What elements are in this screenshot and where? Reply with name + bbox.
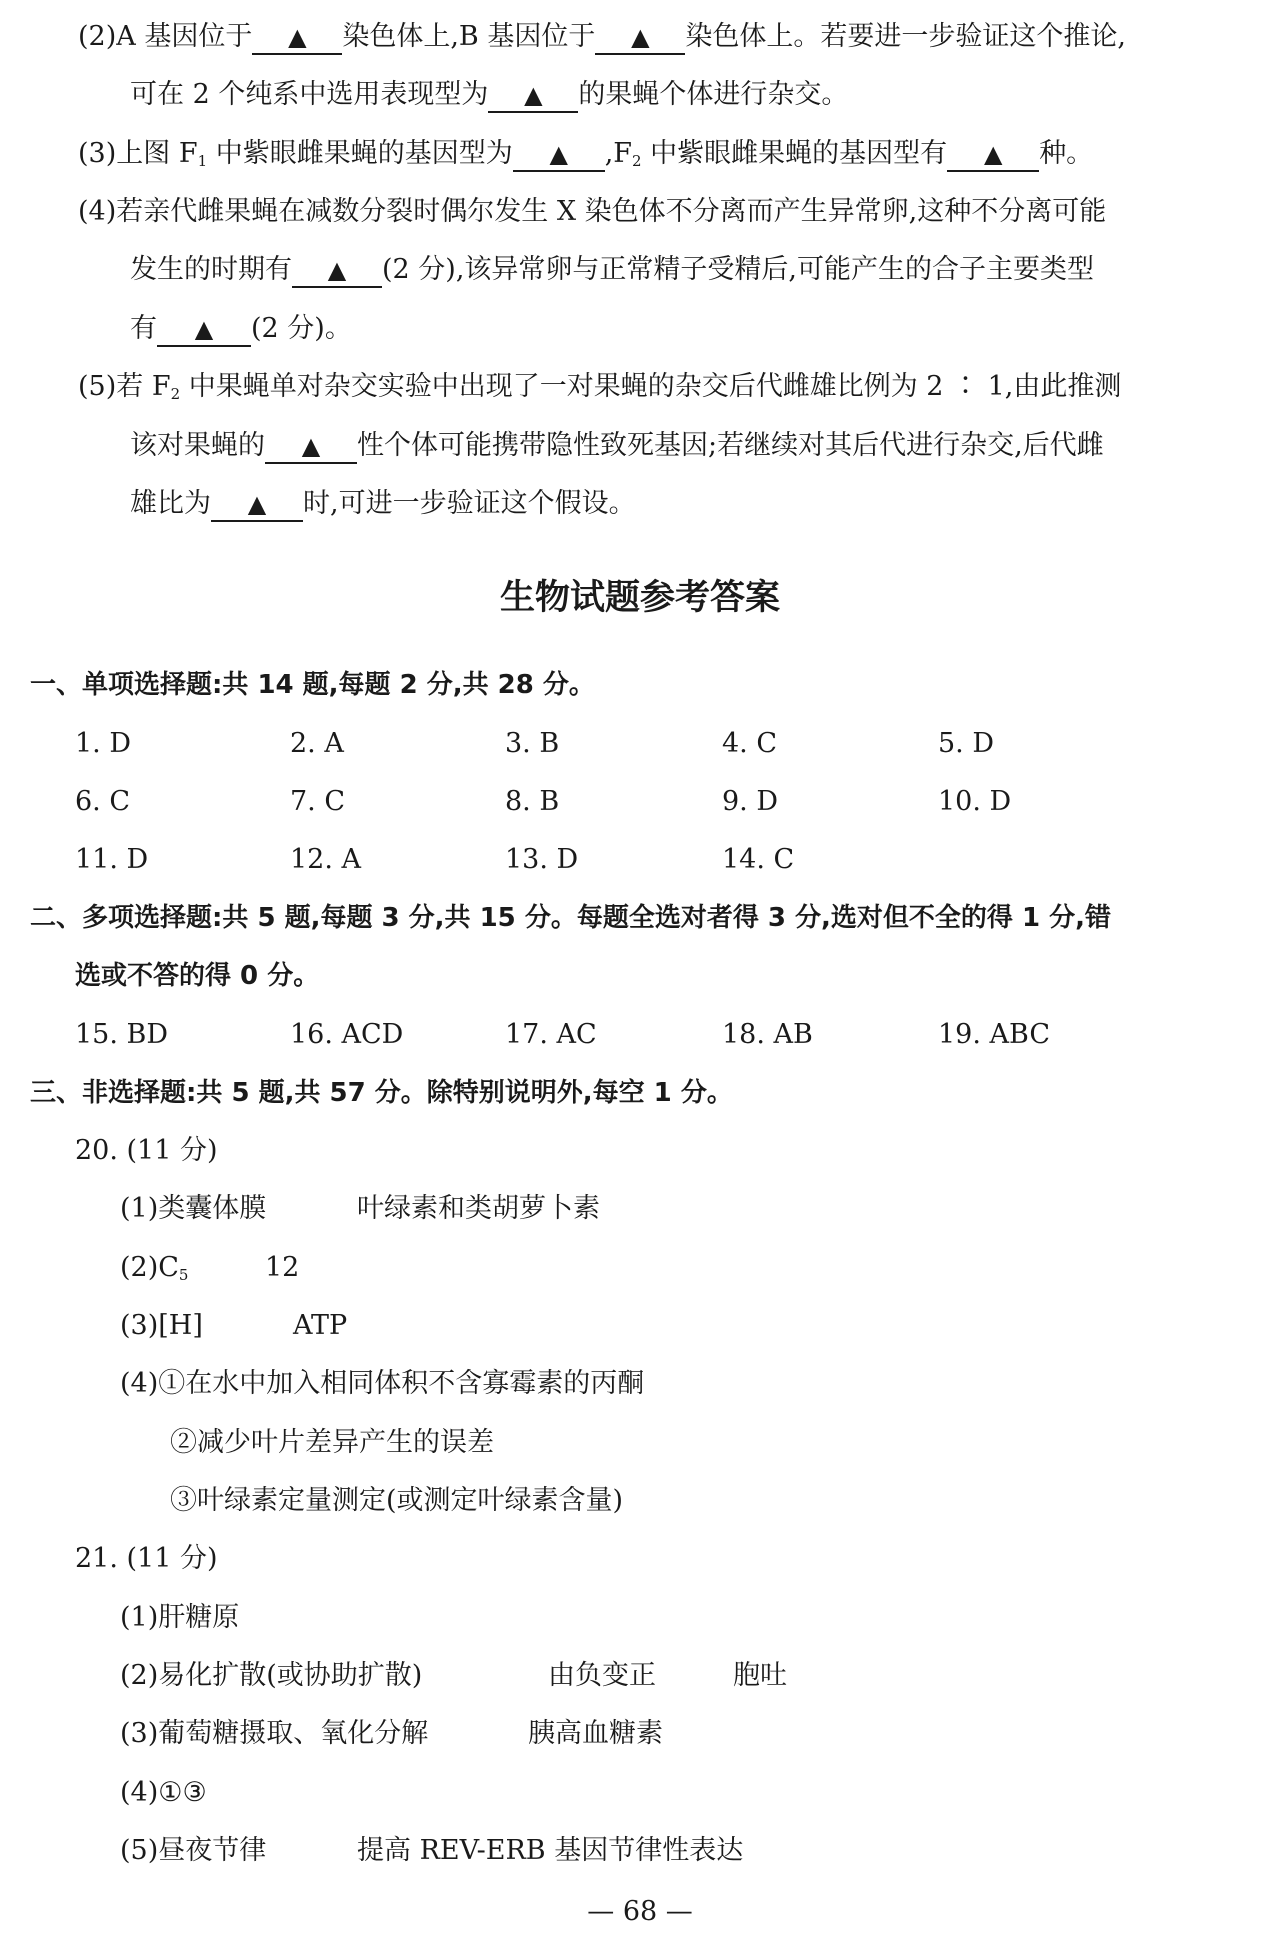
question-2-line-2 [130, 75, 848, 115]
question-text: 的果蝇个体进行杂交。 [578, 79, 849, 110]
question-number: (3) [78, 138, 117, 169]
answer-item: 19. ABC [938, 1019, 1051, 1050]
question-text: 中果蝇单对杂交实验中出现了一对果蝇的杂交后代雌雄比例为 2 ∶ 1,由此推测 [180, 371, 1122, 402]
answer-item: 8. B [505, 786, 560, 817]
answer-item: 15. BD [75, 1019, 169, 1050]
question-text: 有 [130, 313, 157, 344]
question-text: 上图 F [116, 138, 198, 169]
answer-item: 10. D [938, 786, 1012, 817]
question-text: A 基因位于 [116, 21, 253, 52]
subscript: 1 [197, 152, 208, 170]
answer-item: 提高 REV-ERB 基因节律性表达 [357, 1835, 744, 1866]
question-number: (4) [78, 196, 117, 227]
question-text: 可在 2 个纯系中选用表现型为 [130, 79, 489, 110]
answer-blank: ▲ [947, 138, 1039, 172]
answer-item: 胞吐 [733, 1660, 787, 1691]
answer-text: (2)C [120, 1252, 179, 1283]
question-4-line-3 [130, 309, 352, 349]
answer-item: 14. C [722, 844, 795, 875]
section-3-header: 三、非选择题:共 5 题,共 57 分。除特别说明外,每空 1 分。 [30, 1078, 733, 1108]
question-text: 中紫眼雌果蝇的基因型为 [207, 138, 513, 169]
question-text: (2 分)。 [251, 313, 352, 344]
answer-item: (3)[H] [120, 1310, 203, 1341]
question-5-line-3 [130, 484, 636, 524]
answer-item: (1)肝糖原 [120, 1602, 240, 1633]
question-text: 发生的时期有 [130, 254, 292, 285]
question-text: 若亲代雌果蝇在减数分裂时偶尔发生 X 染色体不分离而产生异常卵,这种不分离可能 [116, 196, 1107, 227]
answer-item: 4. C [722, 728, 778, 759]
question-2-line-1 [78, 17, 1126, 57]
question-4-line-1 [78, 192, 1106, 232]
question-5-line-2 [130, 426, 1104, 466]
answer-item: 7. C [290, 786, 346, 817]
answer-item: ②减少叶片差异产生的误差 [170, 1427, 494, 1458]
answer-item: (5)昼夜节律 [120, 1835, 267, 1866]
answer-item: 18. AB [722, 1019, 813, 1050]
subscript: 5 [178, 1266, 189, 1284]
question-text: 染色体上。若要进一步验证这个推论, [685, 21, 1126, 52]
page-number: — 68 — [587, 1896, 693, 1927]
answer-item: 叶绿素和类胡萝卜素 [357, 1193, 600, 1224]
answer-item: 由负变正 [548, 1660, 656, 1691]
answer-item: 12. A [290, 844, 362, 875]
section-2-header: 二、多项选择题:共 5 题,每题 3 分,共 15 分。每题全选对者得 3 分,选对但不全的得 1 分,错 [30, 903, 1111, 933]
question-text: (2 分),该异常卵与正常精子受精后,可能产生的合子主要类型 [382, 254, 1094, 285]
answer-item: (4)①③ [120, 1777, 207, 1808]
answer-item: 5. D [938, 728, 994, 759]
question-text: 种。 [1039, 138, 1094, 169]
question-text: 雄比为 [130, 488, 211, 519]
answer-item: 13. D [505, 844, 579, 875]
subscript: 2 [170, 385, 181, 403]
answer-item: 胰高血糖素 [528, 1718, 663, 1749]
answer-item: 11. D [75, 844, 149, 875]
question-text: 中紫眼雌果蝇的基因型有 [641, 138, 948, 169]
question-21-title: 21. (11 分) [75, 1543, 218, 1574]
answer-item: 12 [265, 1252, 300, 1283]
question-5-line-1 [78, 367, 1121, 407]
answer-item: ATP [293, 1310, 348, 1341]
answer-item: 16. ACD [290, 1019, 404, 1050]
answer-item: (2)易化扩散(或协助扩散) [120, 1660, 423, 1691]
question-number: (2) [78, 21, 117, 52]
answer-item: ③叶绿素定量测定(或测定叶绿素含量) [170, 1485, 624, 1516]
answer-item: 3. B [505, 728, 560, 759]
question-number: (5) [78, 371, 117, 402]
question-20-title: 20. (11 分) [75, 1135, 218, 1166]
answer-blank: ▲ [265, 430, 357, 464]
answer-item: 9. D [722, 786, 778, 817]
answer-item: 6. C [75, 786, 131, 817]
answer-item: 1. D [75, 728, 131, 759]
question-4-line-2 [130, 250, 1094, 290]
answer-blank: ▲ [157, 313, 251, 347]
question-text: 性个体可能携带隐性致死基因;若继续对其后代进行杂交,后代雌 [357, 430, 1104, 461]
question-text: ,F [604, 138, 633, 169]
section-2-header-cont: 选或不答的得 0 分。 [75, 961, 320, 991]
question-3-line-1 [78, 134, 1093, 174]
answer-blank: ▲ [211, 488, 303, 522]
answer-item: 2. A [290, 728, 344, 759]
question-text: 染色体上,B 基因位于 [342, 21, 596, 52]
answer-key-title: 生物试题参考答案 [499, 578, 780, 618]
answer-blank: ▲ [292, 254, 382, 288]
answer-item [120, 1248, 188, 1288]
answer-blank: ▲ [513, 138, 605, 172]
section-1-header: 一、单项选择题:共 14 题,每题 2 分,共 28 分。 [30, 670, 595, 700]
answer-blank: ▲ [595, 21, 685, 55]
answer-item: 17. AC [505, 1019, 597, 1050]
answer-item: (1)类囊体膜 [120, 1193, 267, 1224]
answer-blank: ▲ [488, 79, 578, 113]
question-text: 时,可进一步验证这个假设。 [303, 488, 636, 519]
answer-item: (3)葡萄糖摄取、氧化分解 [120, 1718, 429, 1749]
answer-item: (4)①在水中加入相同体积不含寡霉素的丙酮 [120, 1368, 645, 1399]
answer-blank: ▲ [252, 21, 342, 55]
subscript: 2 [632, 152, 642, 170]
question-text: 该对果蝇的 [130, 430, 265, 461]
question-text: 若 F [116, 371, 171, 402]
